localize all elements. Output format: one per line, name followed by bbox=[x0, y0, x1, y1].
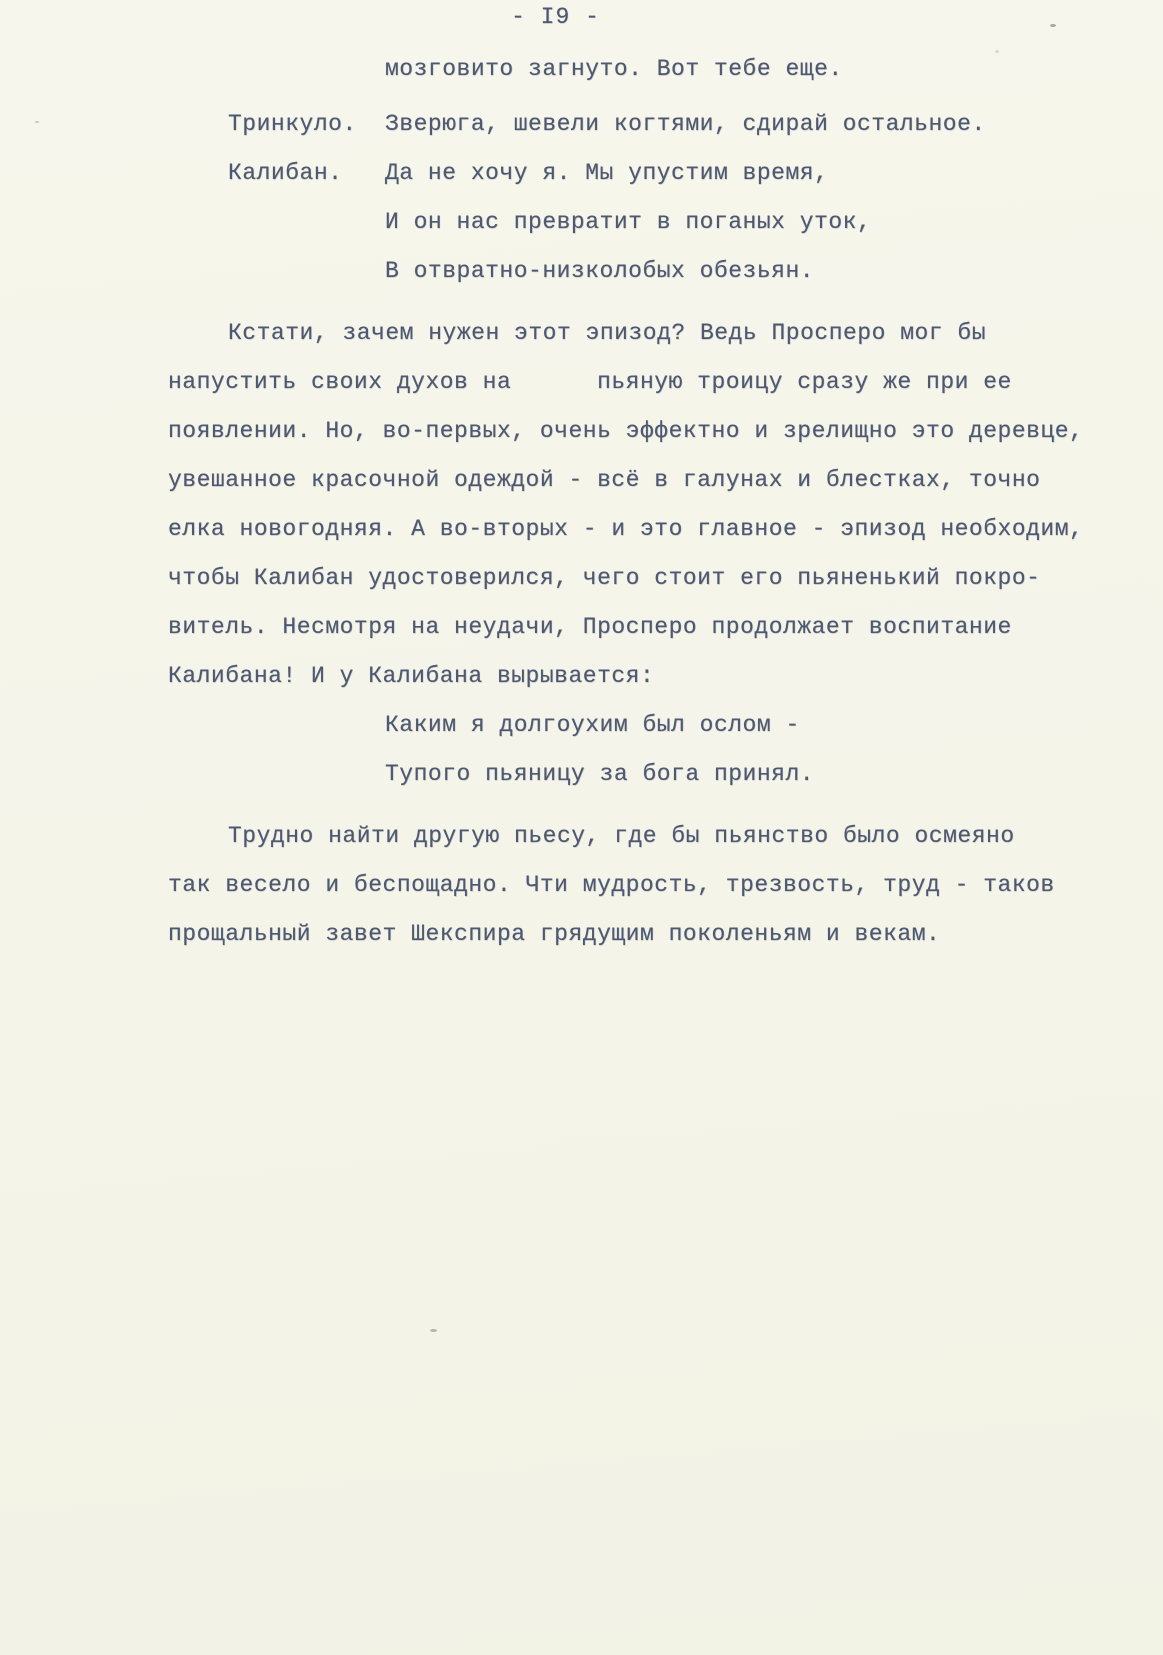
verse-line bbox=[385, 750, 1128, 799]
speaker-name: Тринкуло. bbox=[228, 111, 357, 137]
speech-text: Зверюга, шевели когтями, сдирай остальное. bbox=[385, 111, 986, 137]
verse-line bbox=[385, 701, 1128, 750]
body-text: Калибана! И у Калибана вырывается: bbox=[168, 663, 655, 689]
body-text: напустить своих духов на пьяную троицу сразу же при ее bbox=[168, 369, 1012, 395]
body-line bbox=[168, 505, 1128, 554]
speech-text: Да не хочу я. Мы упустим время, bbox=[385, 160, 829, 186]
speech-line bbox=[385, 198, 1128, 247]
body-text: прощальный завет Шекспира грядущим поколеньям и векам. bbox=[168, 921, 941, 947]
body-line bbox=[168, 407, 1128, 456]
speech-text: И он нас превратит в поганых уток, bbox=[385, 209, 872, 235]
speech-text: В отвратно-низколобых обезьян. bbox=[385, 258, 815, 284]
body-line bbox=[168, 358, 1128, 407]
body-text: появлении. Но, во-первых, очень эффектно и зрелищно это деревце, bbox=[168, 418, 1084, 444]
body-text: витель. Несмотря на неудачи, Просперо продолжает воспитание bbox=[168, 614, 1012, 640]
body-line bbox=[168, 861, 1128, 910]
body-text: Трудно найти другую пьесу, где бы пьянство было осмеяно bbox=[228, 823, 1015, 849]
dialogue-line bbox=[228, 100, 1128, 149]
paper-speck bbox=[1050, 24, 1056, 27]
body-line bbox=[168, 652, 1128, 701]
body-text: увешанное красочной одеждой - всё в галунах и блестках, точно bbox=[168, 467, 1041, 493]
speech-text: мозговито загнуто. Вот тебе еще. bbox=[385, 56, 843, 82]
body-line bbox=[168, 456, 1128, 505]
body-line bbox=[168, 554, 1128, 603]
speech-line bbox=[385, 45, 1128, 94]
speech-line bbox=[385, 247, 1128, 296]
page-number: - I9 - bbox=[511, 4, 600, 30]
body-text: елка новогодняя. А во-вторых - и это главное - эпизод необходим, bbox=[168, 516, 1084, 542]
paper-speck bbox=[995, 50, 999, 53]
paragraph-first-line bbox=[228, 812, 1128, 861]
typescript-body bbox=[168, 45, 1128, 959]
paper-speck bbox=[35, 121, 39, 123]
body-text: Кстати, зачем нужен этот эпизод? Ведь Просперо мог бы bbox=[228, 320, 987, 346]
dialogue-line bbox=[228, 149, 1128, 198]
verse-text: Тупого пьяницу за бога принял. bbox=[385, 761, 815, 787]
body-text: так весело и беспощадно. Чти мудрость, трезвость, труд - таков bbox=[168, 872, 1055, 898]
speaker-name: Калибан. bbox=[228, 160, 343, 186]
verse-text: Каким я долгоухим был ослом - bbox=[385, 712, 800, 738]
paragraph-first-line bbox=[228, 309, 1128, 358]
body-text: чтобы Калибан удостоверился, чего стоит его пьяненький покро- bbox=[168, 565, 1041, 591]
body-line bbox=[168, 910, 1128, 959]
body-line bbox=[168, 603, 1128, 652]
paper-speck bbox=[430, 1329, 437, 1332]
